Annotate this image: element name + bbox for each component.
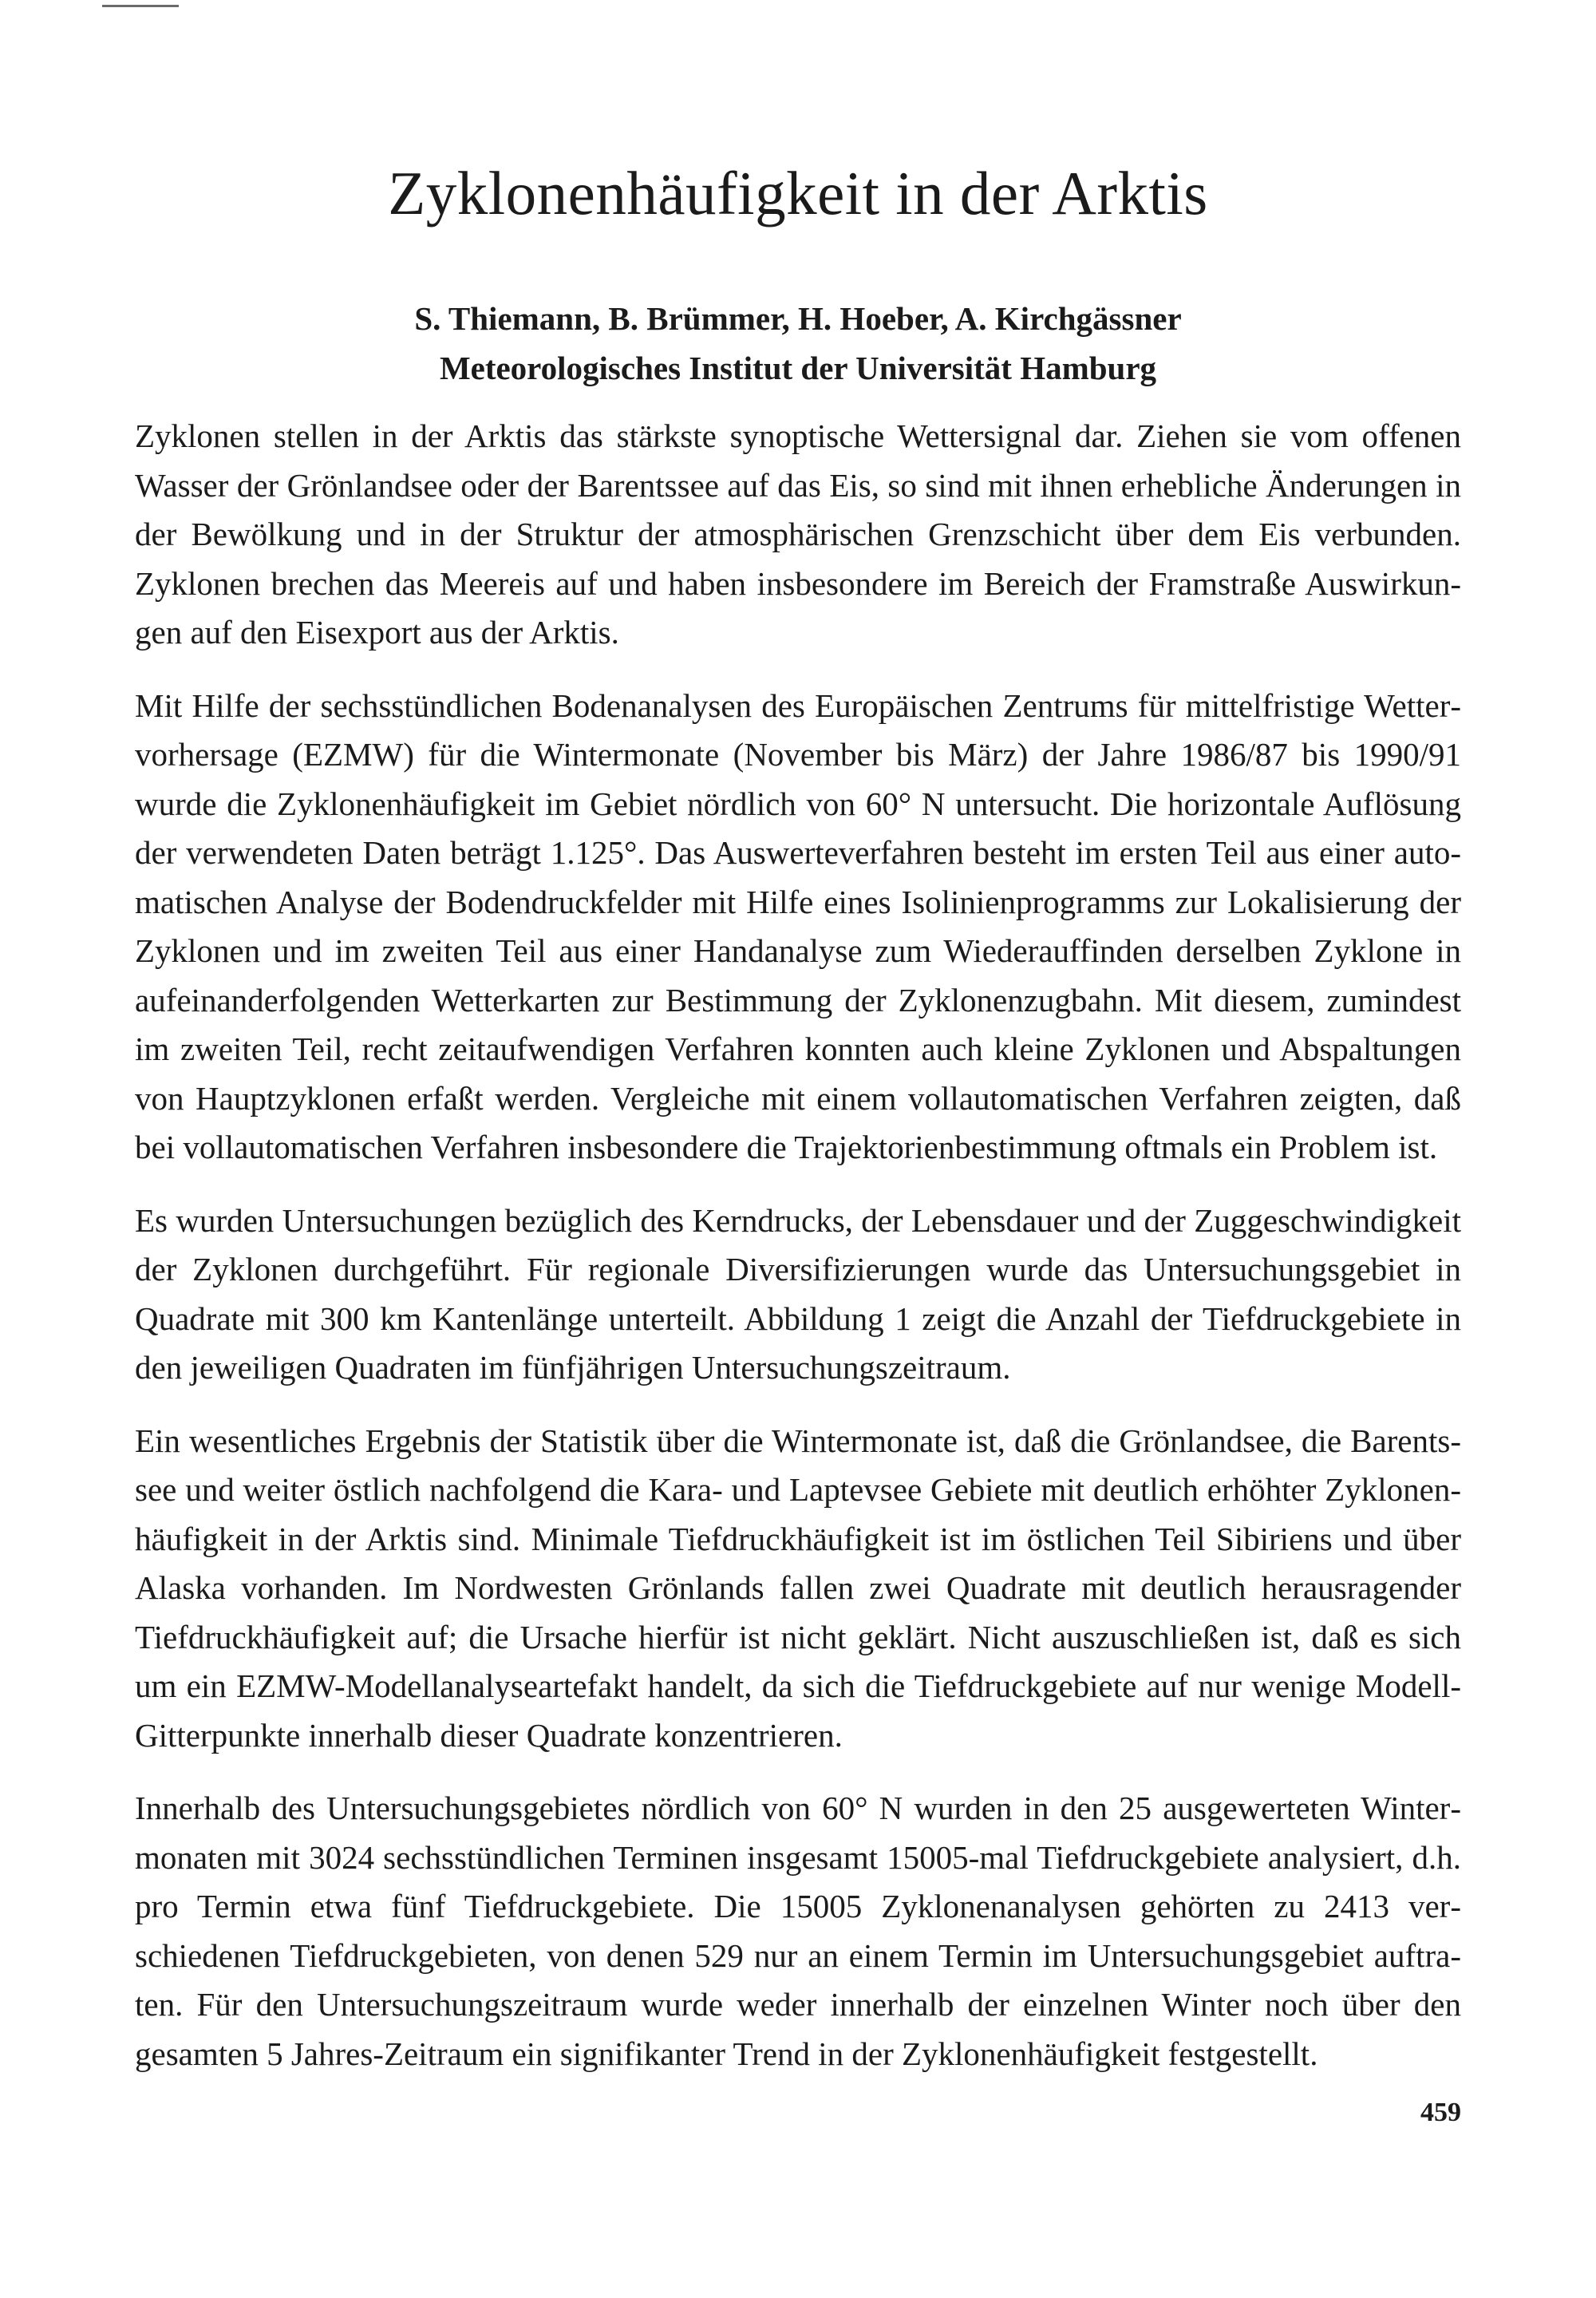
paragraph-method: Mit Hilfe der sechsstündlichen Bodenanalysen des Europäischen Zentrums für mittelfristige Wettervorhersage (EZMW) für die Wintermonate (November bis März) der Jahre 1986/87 bis 1990/91 wurde die Zyklonenhäufigkeit im Gebiet nördlich von 60° N untersucht. Die horizontale Auflösung der verwendeten Daten beträgt 1.125°. Das Auswerteverfahren besteht im ersten Teil aus einer automatischen Analyse der Bodendruckfelder mit Hilfe eines Isolinienprogramms zur Lokalisierung der Zyklonen und im zweiten Teil aus einer Handanalyse zum Wiederauffinden derselben Zyklone in aufeinanderfolgenden Wetterkarten zur Bestimmung der Zyklonenzugbahn. Mit diesem, zumindest im zweiten Teil, recht zeitaufwendigen Verfahren konnten auch kleine Zyklonen und Abspaltungen von Hauptzyklonen erfaßt werden. Vergleiche mit einem vollautomatischen Verfahren zeigten, daß bei vollautomatischen Verfahren insbesondere die Trajektorienbestimmung oftmals ein Problem ist. (135, 686, 1461, 1165)
paper-title: Zyklonenhäufigkeit in der Arktis (388, 159, 1208, 227)
header-rule (102, 5, 179, 7)
page-number: 459 (1420, 2098, 1461, 2127)
paragraph-statistics: Innerhalb des Untersuchungsgebietes nördlich von 60° N wurden in den 25 ausgewerteten Wintermonaten mit 3024 sechsstündlichen Terminen insgesamt 15005-mal Tiefdruckgebiete analysiert, d.h. pro Termin etwa fünf Tiefdruckgebiete. Die 15005 Zyklonenanalysen gehörten zu 2413 verschiedenen Tiefdruckgebieten, von denen 529 nur an einem Termin im Untersuchungsgebiet auftraten. Für den Untersuchungszeitraum wurde weder innerhalb der einzelnen Winter noch über den gesamten 5 Jahres-Zeitraum ein signifikanter Trend in der Zyklonenhäufigkeit festgestellt. (135, 1790, 1461, 2072)
article-body (135, 412, 1461, 2102)
author-affiliation: Meteorologisches Institut der Universität Hamburg (439, 350, 1157, 386)
paragraph-intro: Zyklonen stellen in der Arktis das stärkste synoptische Wettersignal dar. Ziehen sie vom offenen Wasser der Grönlandsee oder der Barentssee auf das Eis, so sind mit ihnen erhebliche Änderungen in der Bewölkung und in der Struktur der atmosphärischen Grenzschicht über dem Eis verbunden. Zyklonen brechen das Meereis auf und haben insbesondere im Bereich der Framstraße Auswirkungen auf den Eisexport aus der Arktis. (135, 417, 1461, 651)
author-list: S. Thiemann, B. Brümmer, H. Hoeber, A. Kirchgässner (414, 300, 1182, 337)
paragraph-investigations: Es wurden Untersuchungen bezüglich des Kerndrucks, der Lebensdauer und der Zuggeschwindigkeit der Zyklonen durchgeführt. Für regionale Diversifizierungen wurde das Untersuchungsgebiet in Quadrate mit 300 km Kantenlänge unterteilt. Abbildung 1 zeigt die Anzahl der Tiefdruckgebiete in den jeweiligen Quadraten im fünfjährigen Untersuchungszeitraum. (135, 1201, 1461, 1386)
paragraph-results: Ein wesentliches Ergebnis der Statistik über die Wintermonate ist, daß die Grönlandsee, die Barentssee und weiter östlich nachfolgend die Kara- und Laptevsee Gebiete mit deutlich erhöhter Zyklonenhäufigkeit in der Arktis sind. Minimale Tiefdruckhäufigkeit ist im östlichen Teil Sibiriens und über Alaska vorhanden. Im Nordwesten Grönlands fallen zwei Quadrate mit deutlich herausragender Tiefdruckhäufigkeit auf; die Ursache hierfür ist nicht geklärt. Nicht auszuschließen ist, daß es sich um ein EZMW-Modellanalyseartefakt handelt, da sich die Tiefdruckgebiete auf nur wenige ModellGitterpunkte innerhalb dieser Quadrate konzentrieren. (135, 1422, 1461, 1754)
